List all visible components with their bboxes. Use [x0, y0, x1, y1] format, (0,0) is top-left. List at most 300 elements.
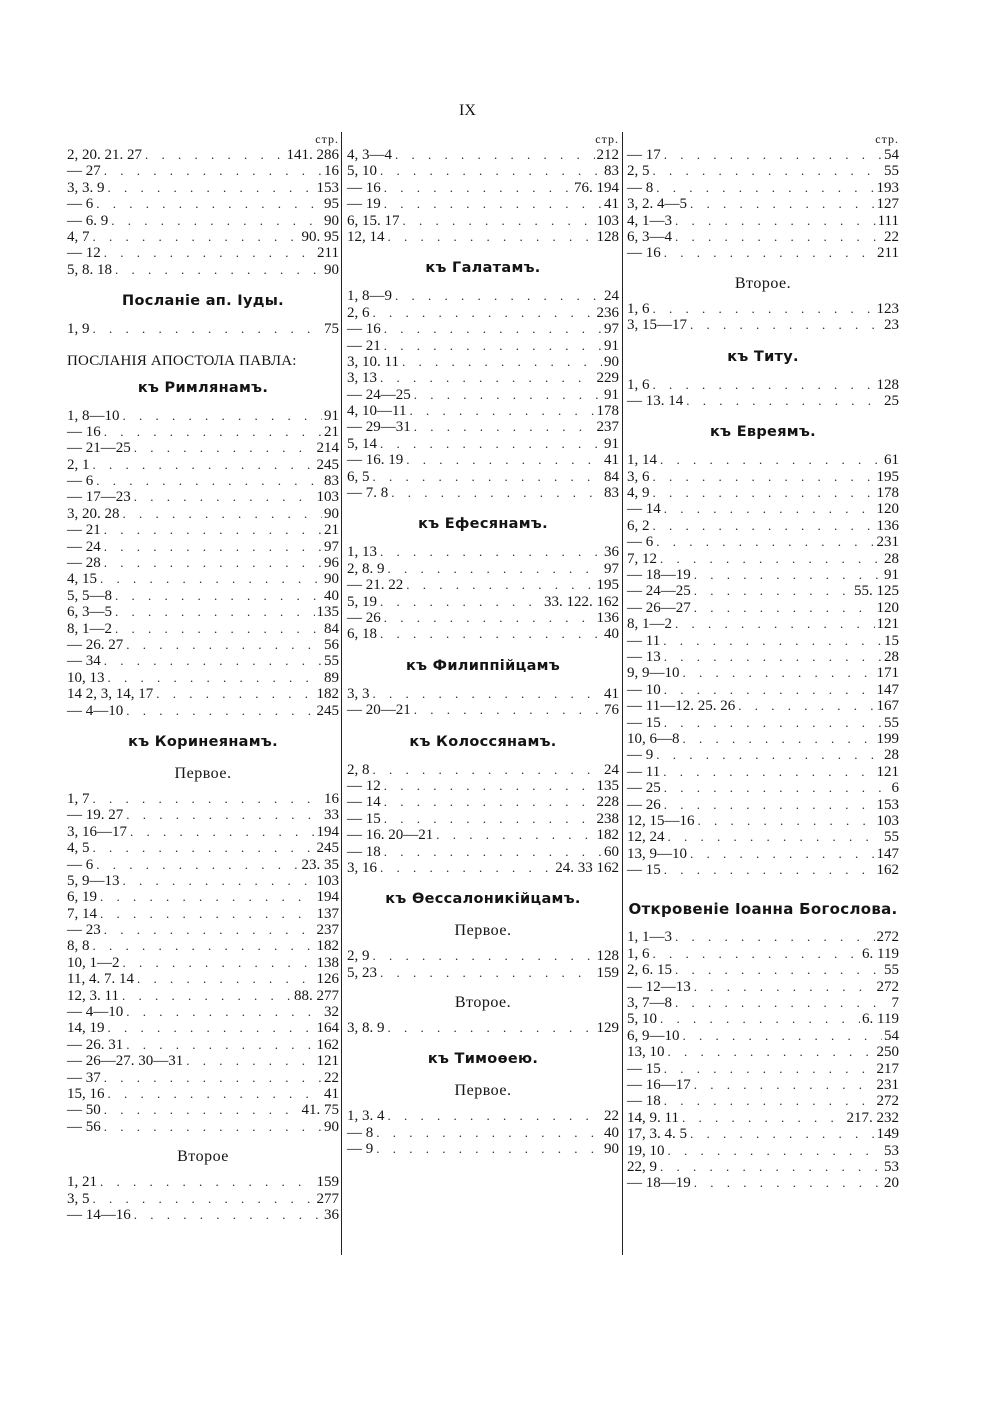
index-entry — [347, 452, 619, 468]
verse-reference: 5, 14 — [347, 435, 377, 452]
index-entry — [67, 147, 339, 163]
dot-leader — [653, 301, 875, 317]
page-reference: 55 — [884, 714, 899, 731]
dot-leader — [100, 1174, 315, 1190]
dot-leader — [108, 180, 315, 196]
page-reference: 137 — [316, 905, 339, 922]
subsection-title-first: Первое. — [454, 1082, 512, 1100]
page-reference: 127 — [876, 196, 899, 213]
dot-leader — [664, 649, 882, 665]
dot-leader — [186, 1053, 314, 1069]
index-entry — [67, 321, 339, 337]
page-reference: 28 — [884, 550, 899, 567]
verse-reference: 12, 15—16 — [627, 812, 695, 829]
dot-leader — [93, 321, 323, 337]
page-reference: 90 — [324, 505, 339, 522]
dot-leader — [126, 807, 322, 823]
verse-reference: — 14 — [627, 501, 661, 518]
page-reference: 76. 194 — [574, 179, 619, 196]
dot-leader — [660, 551, 882, 567]
index-entry — [67, 824, 339, 840]
page-reference: 128 — [876, 376, 899, 393]
index-entry — [347, 827, 619, 843]
page-reference: 36 — [604, 544, 619, 561]
dot-leader — [104, 555, 322, 571]
subsection-title-second: Второе. — [734, 274, 792, 292]
dot-leader — [663, 764, 874, 780]
verse-reference: 1, 6 — [627, 945, 650, 962]
index-entry — [67, 686, 339, 702]
index-column-right — [627, 132, 899, 1192]
verse-reference: 4, 7 — [67, 228, 90, 245]
dot-leader — [134, 489, 315, 505]
dot-leader — [108, 670, 323, 686]
index-entry — [347, 288, 619, 304]
index-entry — [347, 180, 619, 196]
index-entry — [347, 147, 619, 163]
verse-reference: — 16. 20—21 — [347, 827, 434, 844]
dot-leader — [653, 377, 875, 393]
page-reference: 182 — [596, 827, 619, 844]
index-entry — [627, 665, 899, 681]
verse-reference: — 16 — [67, 423, 101, 440]
page-reference: 90. 95 — [301, 228, 339, 245]
index-entry — [627, 317, 899, 333]
dot-leader — [384, 196, 602, 212]
verse-reference: 6, 2 — [627, 517, 650, 534]
dot-leader — [690, 1126, 875, 1142]
index-entry — [347, 948, 619, 964]
page-ref-header: стр. — [595, 132, 619, 146]
page-reference: 111 — [877, 212, 899, 229]
page-reference: 22 — [884, 228, 899, 245]
index-entry — [67, 440, 339, 456]
verse-reference: — 18 — [347, 843, 381, 860]
index-entry — [627, 600, 899, 616]
page-reference: 83 — [324, 473, 339, 490]
page-reference: 97 — [604, 560, 619, 577]
verse-reference: 1, 8—10 — [67, 407, 120, 424]
index-entry — [347, 163, 619, 179]
verse-reference: 5, 23 — [347, 964, 377, 981]
page-reference: 55 — [884, 829, 899, 846]
dot-leader — [694, 1077, 875, 1093]
page-reference: 32 — [324, 1004, 339, 1021]
dot-leader — [100, 571, 322, 587]
page-reference: 195 — [876, 468, 899, 485]
verse-reference: 1, 9 — [67, 321, 90, 338]
index-entry — [67, 791, 339, 807]
index-entry — [67, 1020, 339, 1036]
index-entry — [627, 682, 899, 698]
verse-reference: — 12—13 — [627, 978, 691, 995]
dot-leader — [122, 988, 292, 1004]
verse-reference: 12, 24 — [627, 829, 665, 846]
page-reference: 120 — [876, 501, 899, 518]
verse-reference: 1, 13 — [347, 544, 377, 561]
index-entry — [627, 715, 899, 731]
dot-leader — [664, 1093, 875, 1109]
verse-reference: — 50 — [67, 1102, 101, 1119]
page-reference: 272 — [876, 929, 899, 946]
verse-reference: 14, 9. 11 — [627, 1109, 679, 1126]
index-entry — [67, 506, 339, 522]
page-reference: 231 — [876, 1076, 899, 1093]
page-reference: 97 — [604, 321, 619, 338]
verse-reference: 22, 9 — [627, 1158, 657, 1175]
dot-leader — [660, 1159, 882, 1175]
dot-leader — [93, 1191, 315, 1207]
index-entry — [347, 321, 619, 337]
verse-reference: — 12 — [67, 245, 101, 262]
verse-reference: — 9 — [627, 747, 654, 764]
page-reference: 103 — [316, 872, 339, 889]
page-reference: 25 — [884, 392, 899, 409]
dot-leader — [675, 229, 882, 245]
dot-leader — [668, 1044, 875, 1060]
page-reference: 97 — [324, 538, 339, 555]
verse-reference: 12, 14 — [347, 228, 385, 245]
index-entry — [627, 1028, 899, 1044]
index-entry — [67, 1053, 339, 1069]
entry-list — [67, 408, 339, 719]
page-reference: 212 — [596, 147, 619, 163]
page-reference: 55. 125 — [854, 583, 899, 600]
page-reference: 88. 277 — [294, 987, 339, 1004]
dot-leader — [145, 147, 285, 163]
verse-reference: 3, 3. 9 — [67, 179, 105, 196]
section-title-galatians: къ Галатамъ. — [425, 260, 541, 277]
dot-leader — [104, 1119, 322, 1135]
entry-list — [347, 1108, 619, 1157]
index-entry — [627, 780, 899, 796]
index-entry — [347, 485, 619, 501]
index-entry — [347, 610, 619, 626]
index-entry — [347, 544, 619, 560]
verse-reference: — 26. 27 — [67, 636, 124, 653]
dot-leader — [380, 965, 595, 981]
page-reference: 103 — [596, 212, 619, 229]
verse-reference: 1, 21 — [67, 1174, 97, 1191]
page-reference: 250 — [876, 1044, 899, 1061]
dot-leader — [93, 840, 315, 856]
index-entry — [347, 1141, 619, 1157]
index-entry — [627, 1126, 899, 1142]
verse-reference: 10, 6—8 — [627, 730, 680, 747]
page-reference: 121 — [876, 616, 899, 633]
index-entry — [347, 561, 619, 577]
page-ref-header: стр. — [875, 132, 899, 146]
verse-reference: — 21. 22 — [347, 577, 404, 594]
index-entry — [627, 946, 899, 962]
dot-leader — [675, 616, 875, 632]
verse-reference: — 20—21 — [347, 702, 411, 719]
page-reference: 228 — [596, 794, 619, 811]
page-reference: 41 — [604, 685, 619, 702]
page-reference: 96 — [324, 555, 339, 572]
index-entry — [627, 452, 899, 468]
page-reference: 162 — [876, 862, 899, 879]
column-divider — [341, 132, 342, 1255]
verse-reference: 3, 7—8 — [627, 995, 672, 1012]
verse-reference: 4, 10—11 — [347, 403, 407, 420]
index-entry — [627, 229, 899, 245]
dot-leader — [104, 1102, 300, 1118]
dot-leader — [664, 862, 875, 878]
dot-leader — [675, 929, 875, 945]
dot-leader — [93, 229, 300, 245]
dot-leader — [126, 637, 322, 653]
dot-leader — [380, 594, 542, 610]
index-entry — [627, 393, 899, 409]
verse-reference: — 14—16 — [67, 1206, 131, 1223]
page-reference: 23 — [884, 317, 899, 334]
index-entry — [627, 1061, 899, 1077]
index-entry — [67, 906, 339, 922]
page-reference: 211 — [877, 245, 899, 262]
dot-leader — [104, 245, 315, 261]
index-entry — [347, 844, 619, 860]
verse-reference: 7, 14 — [67, 905, 97, 922]
dot-leader — [373, 305, 595, 321]
verse-reference: — 4—10 — [67, 702, 124, 719]
page-reference: 24 — [604, 761, 619, 778]
dot-leader — [373, 762, 603, 778]
subsection-title-second: Второе. — [454, 994, 512, 1012]
dot-leader — [108, 1086, 323, 1102]
dot-leader — [376, 1141, 602, 1157]
index-entry — [67, 1102, 339, 1118]
index-entry — [67, 457, 339, 473]
index-entry — [627, 995, 899, 1011]
dot-leader — [656, 180, 874, 196]
subsection-title-second: Второе — [177, 1148, 229, 1166]
page-reference: 22 — [324, 1069, 339, 1086]
verse-reference: 2, 6 — [347, 304, 370, 321]
entry-list — [627, 452, 899, 878]
section-title-paul: ПОСЛАНІЯ АПОСТОЛА ПАВЛА: — [67, 352, 297, 369]
index-entry — [67, 1070, 339, 1086]
page-reference: 147 — [876, 681, 899, 698]
index-column-left — [67, 132, 339, 1223]
verse-reference: 19, 10 — [627, 1142, 665, 1159]
page-reference: 24. 33 162 — [555, 859, 619, 876]
dot-leader — [115, 604, 315, 620]
dot-leader — [96, 473, 322, 489]
verse-reference: 8, 1—2 — [67, 620, 112, 637]
verse-reference: 4, 1—3 — [627, 212, 672, 229]
index-entry — [627, 567, 899, 583]
page-reference: 75 — [324, 321, 339, 338]
dot-leader — [108, 1020, 315, 1036]
page-reference: 28 — [884, 648, 899, 665]
entry-list — [347, 544, 619, 642]
section-title-thessalonians: къ Ѳессалоникійцамъ. — [385, 891, 581, 908]
verse-reference: — 15 — [347, 810, 381, 827]
verse-reference: 14, 19 — [67, 1020, 105, 1037]
index-entry — [627, 518, 899, 534]
verse-reference: 3, 2. 4—5 — [627, 196, 687, 213]
index-entry — [67, 988, 339, 1004]
entry-list — [627, 377, 899, 410]
index-entry — [627, 485, 899, 501]
index-entry — [627, 862, 899, 878]
page-reference: 147 — [876, 845, 899, 862]
verse-reference: — 4—10 — [67, 1004, 124, 1021]
page-reference: 162 — [316, 1036, 339, 1053]
index-entry — [347, 778, 619, 794]
index-entry — [347, 213, 619, 229]
page-reference: 272 — [876, 1093, 899, 1110]
dot-leader — [414, 702, 602, 718]
page-reference: 217. 232 — [846, 1109, 899, 1126]
index-entry — [627, 616, 899, 632]
dot-leader — [414, 387, 602, 403]
verse-reference: — 6. 9 — [67, 212, 109, 229]
index-entry — [67, 1037, 339, 1053]
index-entry — [347, 419, 619, 435]
verse-reference: 1, 8—9 — [347, 288, 392, 305]
index-entry — [347, 577, 619, 593]
verse-reference: — 24 — [67, 538, 101, 555]
dot-leader — [384, 778, 595, 794]
verse-reference: — 16 — [347, 179, 381, 196]
index-entry — [627, 813, 899, 829]
page-reference: 129 — [596, 1020, 619, 1037]
page-reference: 41. 75 — [301, 1102, 339, 1119]
page-reference: 90 — [324, 212, 339, 229]
dot-leader — [93, 938, 315, 954]
index-entry — [67, 971, 339, 987]
verse-reference: 2, 6. 15 — [627, 962, 672, 979]
dot-leader — [380, 163, 602, 179]
verse-reference: 4, 15 — [67, 571, 97, 588]
dot-leader — [137, 971, 315, 987]
page-reference: 153 — [876, 796, 899, 813]
page-reference: 90 — [604, 353, 619, 370]
index-entry — [627, 1044, 899, 1060]
index-entry — [67, 522, 339, 538]
dot-leader — [653, 518, 875, 534]
verse-reference: 11, 4. 7. 14 — [67, 971, 134, 988]
page-reference: 76 — [604, 702, 619, 719]
index-entry — [347, 387, 619, 403]
section-title-revelation: Откровеніе Іоанна Богослова. — [628, 900, 898, 919]
page-reference: 40 — [324, 587, 339, 604]
index-entry — [627, 979, 899, 995]
verse-reference: — 29—31 — [347, 419, 411, 436]
page-reference: 95 — [324, 196, 339, 213]
dot-leader — [664, 715, 882, 731]
section-title-timothy: къ Тимоѳею. — [427, 1051, 539, 1068]
page-reference: 91 — [884, 567, 899, 584]
page-reference: 149 — [876, 1126, 899, 1143]
index-entry — [347, 354, 619, 370]
verse-reference: — 6 — [627, 534, 654, 551]
section-title-titus: къ Титу. — [727, 348, 799, 365]
verse-reference: 8, 1—2 — [627, 616, 672, 633]
verse-reference: — 16 — [347, 321, 381, 338]
dot-leader — [675, 213, 876, 229]
index-entry — [627, 213, 899, 229]
verse-reference: 10, 1—2 — [67, 954, 120, 971]
page-reference: 277 — [316, 1190, 339, 1207]
verse-reference: 14 2, 3, 14, 17 — [67, 686, 154, 703]
index-entry — [67, 670, 339, 686]
dot-leader — [104, 1070, 322, 1086]
page-reference: 236 — [596, 304, 619, 321]
dot-leader — [93, 791, 323, 807]
dot-leader — [656, 534, 874, 550]
dot-leader — [663, 633, 882, 649]
dot-leader — [126, 1037, 314, 1053]
dot-leader — [683, 1028, 883, 1044]
page-reference: 6. 119 — [862, 1011, 899, 1028]
verse-reference: 6, 15. 17 — [347, 212, 400, 229]
page-reference: 171 — [876, 665, 899, 682]
page-reference: 7 — [891, 995, 899, 1012]
verse-reference: 3, 20. 28 — [67, 505, 120, 522]
verse-reference: 3, 8. 9 — [347, 1020, 385, 1037]
index-entry — [67, 473, 339, 489]
entry-list — [627, 301, 899, 334]
page-reference: 199 — [876, 730, 899, 747]
subsection-title-first: Первое. — [454, 922, 512, 940]
index-entry — [627, 1175, 899, 1191]
dot-leader — [664, 780, 890, 796]
subsection-title-first: Первое. — [174, 764, 232, 782]
dot-leader — [694, 979, 875, 995]
verse-reference: — 16. 19 — [347, 452, 404, 469]
verse-reference: — 11 — [627, 763, 661, 780]
entry-list — [347, 948, 619, 981]
index-entry — [67, 262, 339, 278]
index-entry — [67, 245, 339, 261]
dot-leader — [384, 610, 595, 626]
verse-reference: 2, 5 — [627, 163, 650, 180]
verse-reference: 1, 6 — [627, 376, 650, 393]
page-reference: 123 — [876, 300, 899, 317]
verse-reference: 8, 8 — [67, 938, 90, 955]
verse-reference: — 18—19 — [627, 1175, 691, 1192]
verse-reference: — 24—25 — [627, 583, 691, 600]
page-reference: 229 — [596, 370, 619, 387]
dot-leader — [373, 686, 603, 702]
dot-leader — [380, 626, 602, 642]
page-reference: 182 — [316, 938, 339, 955]
index-entry — [347, 594, 619, 610]
verse-reference: 5, 10 — [627, 1011, 657, 1028]
page-reference: 231 — [876, 534, 899, 551]
index-entry — [627, 1093, 899, 1109]
page-reference: 159 — [596, 964, 619, 981]
verse-reference: 9, 9—10 — [627, 665, 680, 682]
page-reference: 103 — [316, 489, 339, 506]
dot-leader — [384, 338, 602, 354]
dot-leader — [156, 686, 314, 702]
section-title-corinthians: къ Коринеянамъ. — [128, 733, 278, 750]
page-reference: 16 — [324, 163, 339, 180]
dot-leader — [380, 436, 602, 452]
dot-leader — [414, 419, 595, 435]
page-reference: 141. 286 — [286, 147, 339, 163]
page-reference: 91 — [604, 435, 619, 452]
page-reference: 6. 119 — [862, 945, 899, 962]
verse-reference: — 16 — [627, 245, 661, 262]
dot-leader — [395, 288, 602, 304]
verse-reference: — 17—23 — [67, 489, 131, 506]
page-reference: 90 — [324, 261, 339, 278]
